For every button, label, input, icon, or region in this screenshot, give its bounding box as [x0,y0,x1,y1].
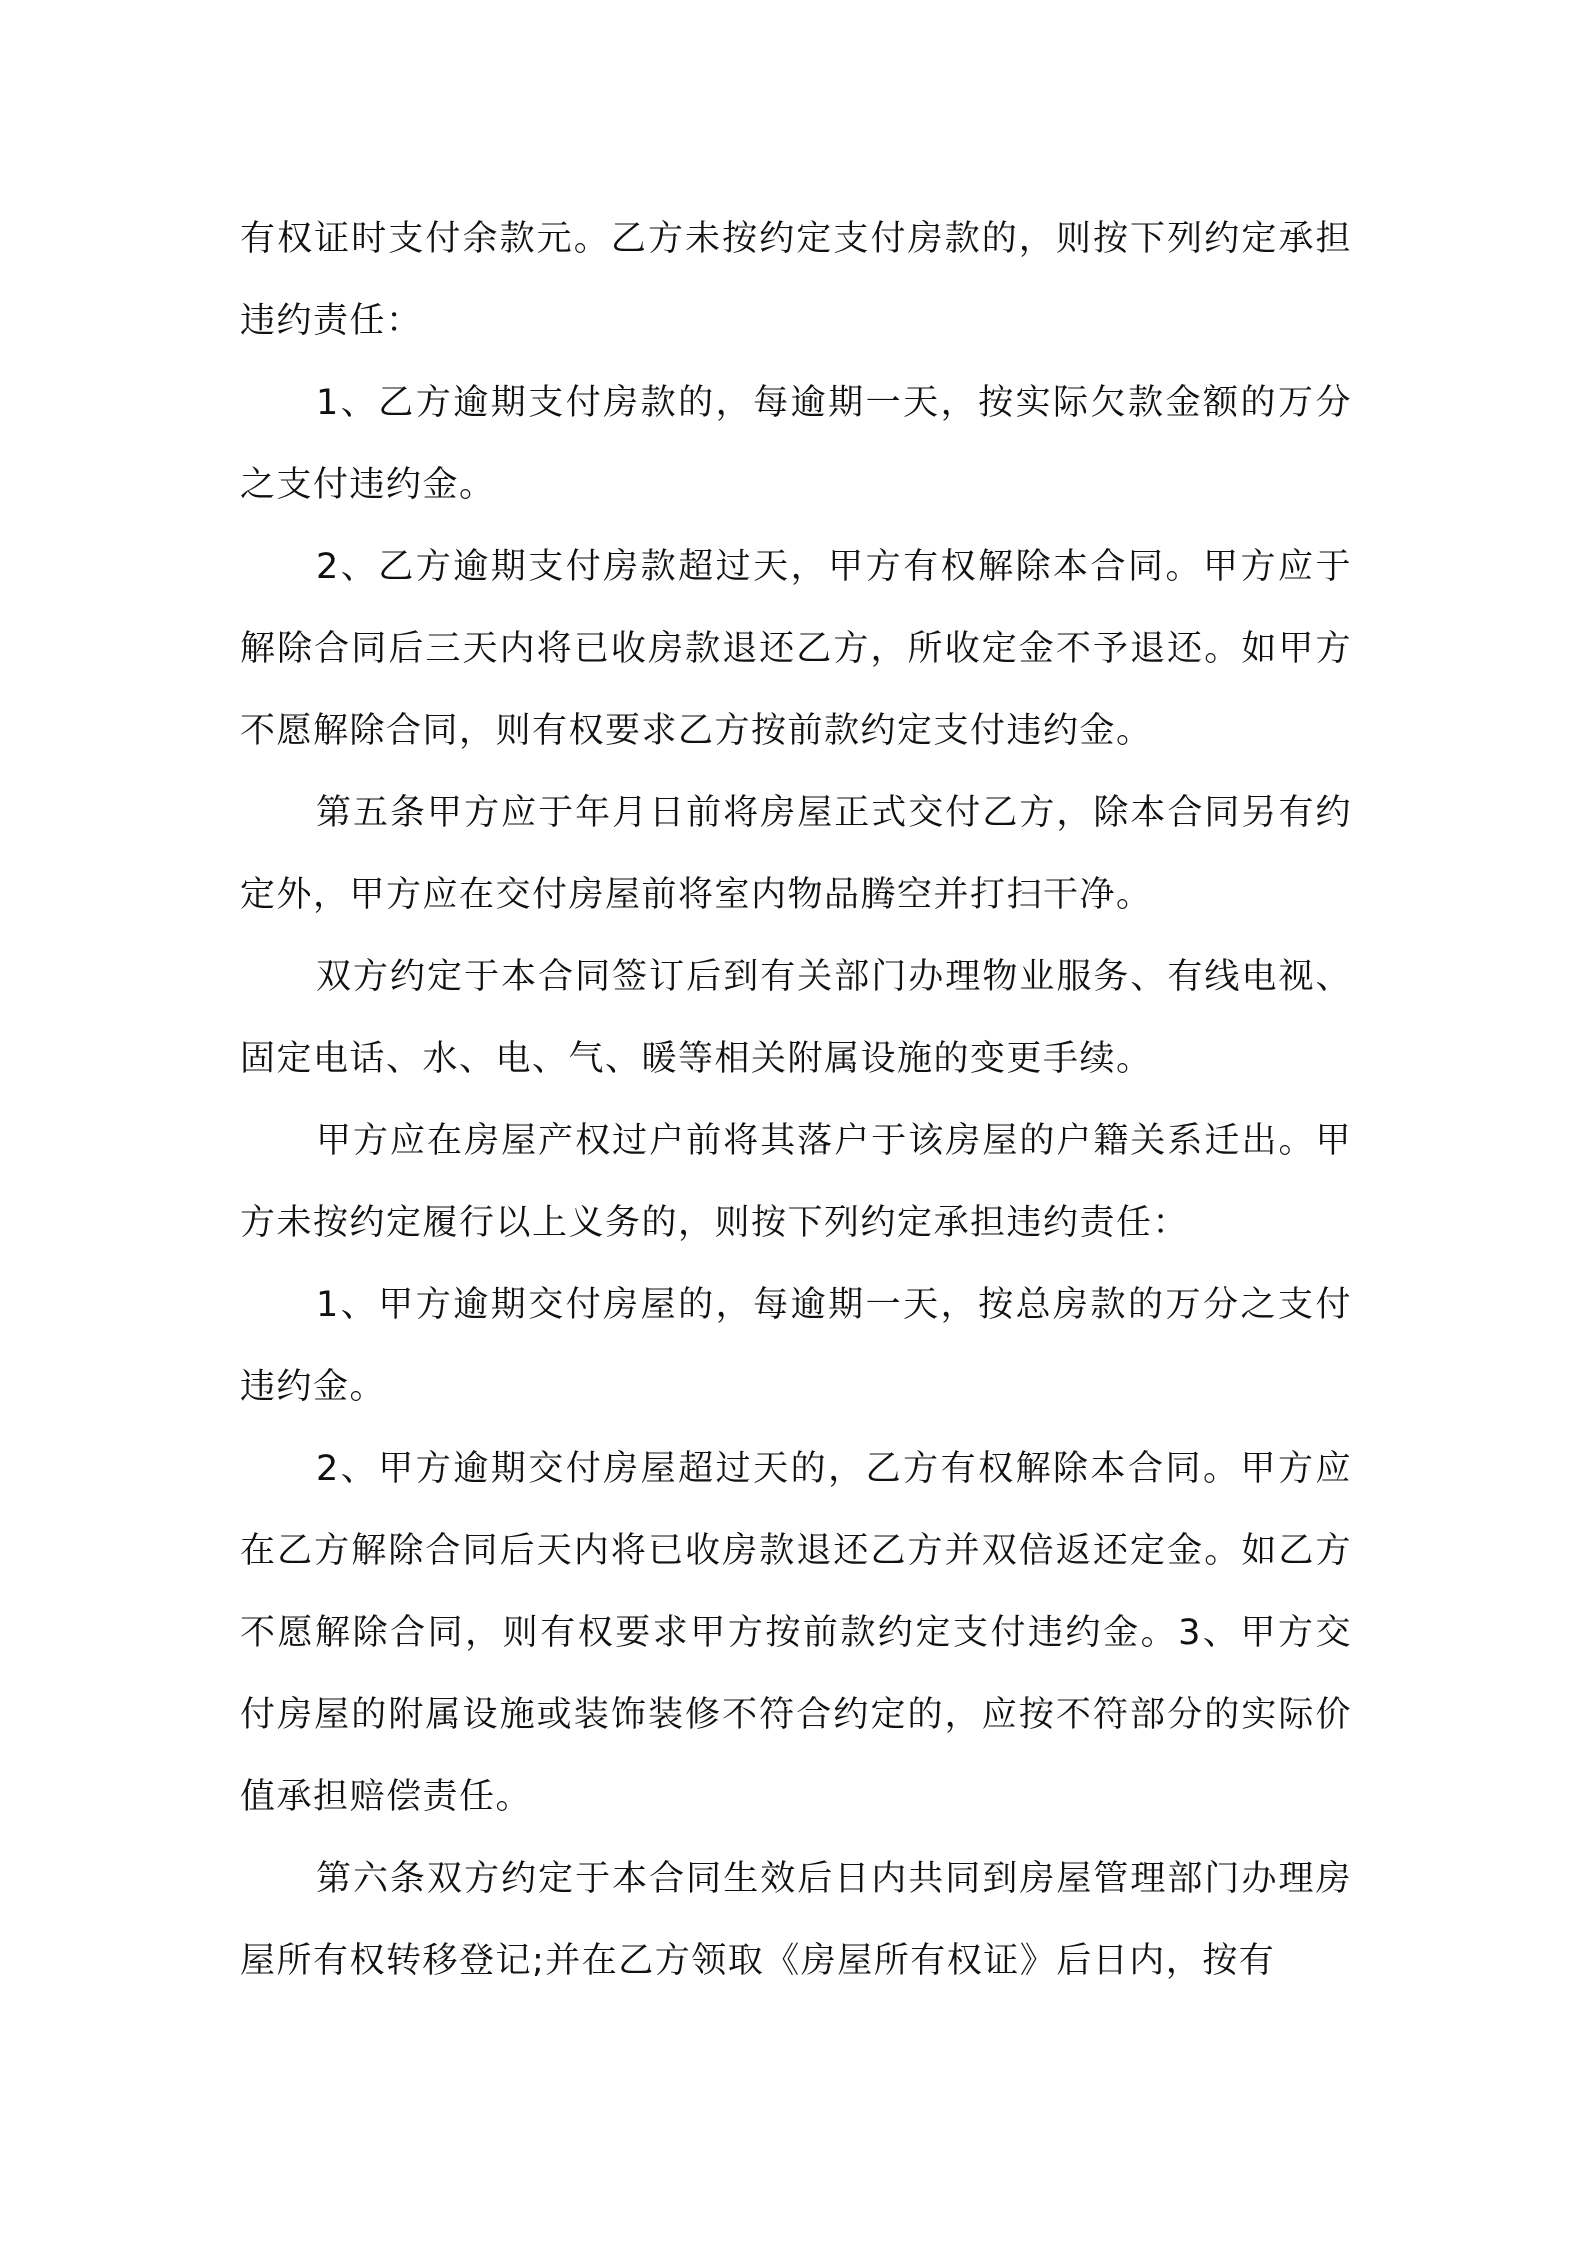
paragraph-article-6-registration: 第六条双方约定于本合同生效后日内共同到房屋管理部门办理房屋所有权转移登记;并在乙方领取《房屋所有权证》后日内，按有 [240,1859,1352,1981]
paragraph-article-5-delivery: 第五条甲方应于年月日前将房屋正式交付乙方，除本合同另有约定外，甲方应在交付房屋前将室内物品腾空并打扫干净。 [240,793,1352,915]
paragraph-buyer-late-payment-penalty: 1、乙方逾期支付房款的，每逾期一天，按实际欠款金额的万分之支付违约金。 [240,383,1352,505]
paragraph-buyer-payment-overdue-termination: 2、乙方逾期支付房款超过天，甲方有权解除本合同。甲方应于解除合同后三天内将已收房款退还乙方，所收定金不予退还。如甲方不愿解除合同，则有权要求乙方按前款约定支付违约金。 [240,547,1352,751]
document-body [240,198,1352,2002]
paragraph-utilities-transfer: 双方约定于本合同签订后到有关部门办理物业服务、有线电视、固定电话、水、电、气、暖等相关附属设施的变更手续。 [240,957,1352,1079]
paragraph-seller-late-delivery-penalty: 1、甲方逾期交付房屋的，每逾期一天，按总房款的万分之支付违约金。 [240,1285,1352,1407]
paragraph-seller-delivery-overdue-termination: 2、甲方逾期交付房屋超过天的，乙方有权解除本合同。甲方应在乙方解除合同后天内将已收房款退还乙方并双倍返还定金。如乙方不愿解除合同，则有权要求甲方按前款约定支付违约金。3、甲方交付房屋的附属设施或装饰装修不符合约定的，应按不符部分的实际价值承担赔偿责任。 [240,1449,1352,1817]
paragraph-household-registration: 甲方应在房屋产权过户前将其落户于该房屋的户籍关系迁出。甲方未按约定履行以上义务的，则按下列约定承担违约责任： [240,1121,1352,1243]
paragraph-balance-payment-liability: 有权证时支付余款元。乙方未按约定支付房款的，则按下列约定承担违约责任： [240,219,1352,341]
